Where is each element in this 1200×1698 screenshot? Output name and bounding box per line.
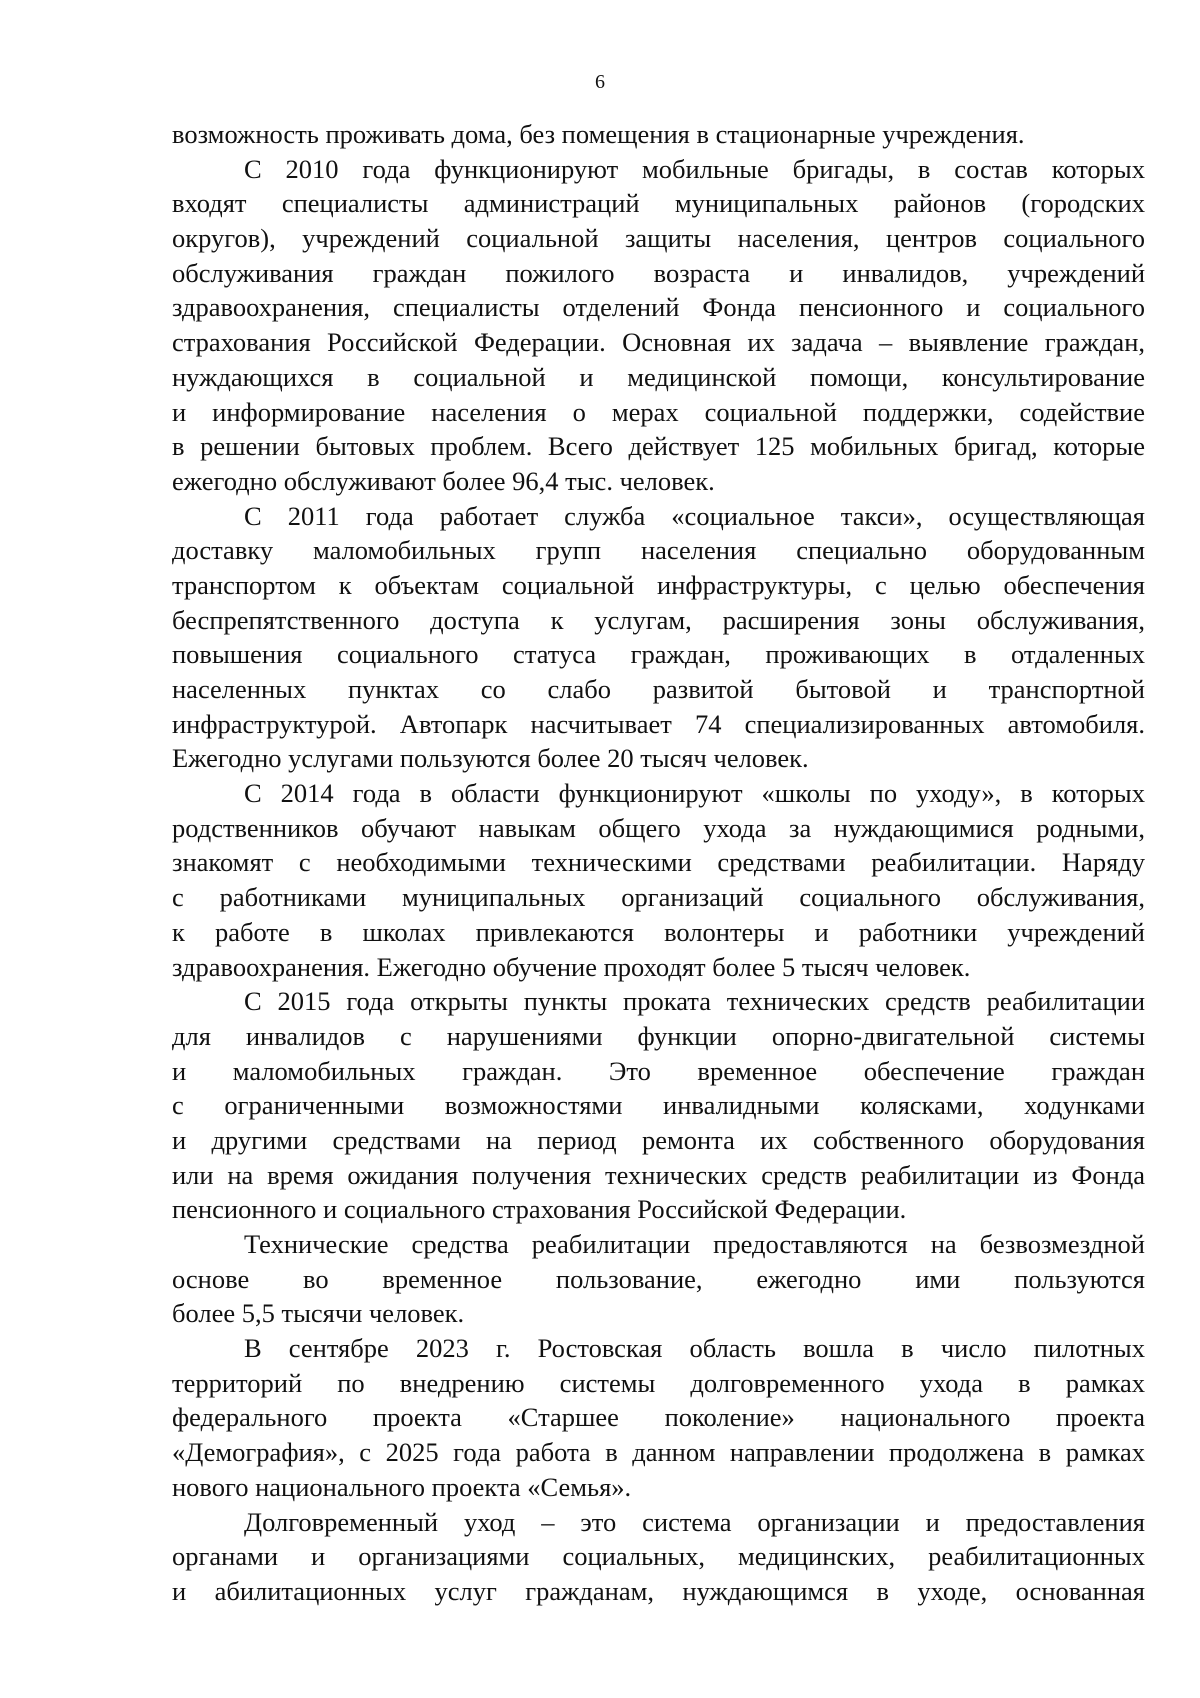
text-line: округов), учреждений социальной защиты населения, центров социального xyxy=(172,223,1145,254)
text-line: родственников обучают навыкам общего ухода за нуждающимися родными, xyxy=(172,812,1145,843)
text-line: инфраструктурой. Автопарк насчитывает 74 специализированных автомобиля. xyxy=(172,708,1145,739)
text-line: и маломобильных граждан. Это временное обеспечение граждан xyxy=(172,1055,1145,1086)
paragraph xyxy=(172,152,1145,499)
paragraph xyxy=(172,1331,1145,1504)
text-line: страхования Российской Федерации. Основная их задача – выявление граждан, xyxy=(172,327,1145,358)
text-line: С 2014 года в области функционируют «школы по уходу», в которых xyxy=(244,778,1145,809)
text-line: С 2011 года работает служба «социальное такси», осуществляющая xyxy=(244,500,1145,531)
text-line: территорий по внедрению системы долговременного ухода в рамках xyxy=(172,1367,1145,1398)
paragraph xyxy=(172,499,1145,777)
text-line: и абилитационных услуг гражданам, нуждающимся в уходе, основанная xyxy=(172,1575,1145,1606)
text-line: органами и организациями социальных, медицинских, реабилитационных xyxy=(172,1541,1145,1572)
text-line: знакомят с необходимыми техническими средствами реабилитации. Наряду xyxy=(172,847,1145,878)
document-body xyxy=(172,117,1145,1609)
text-line: Ежегодно услугами пользуются более 20 тысяч человек. xyxy=(172,743,809,774)
text-line: с работниками муниципальных организаций социального обслуживания, xyxy=(172,882,1145,913)
text-line: здравоохранения, специалисты отделений Фонда пенсионного и социального xyxy=(172,292,1145,323)
text-line: более 5,5 тысячи человек. xyxy=(172,1298,465,1329)
text-line: и информирование населения о мерах социальной поддержки, содействие xyxy=(172,396,1145,427)
text-line: основе во временное пользование, ежегодно ими пользуются xyxy=(172,1263,1145,1294)
text-line: беспрепятственного доступа к услугам, расширения зоны обслуживания, xyxy=(172,604,1145,635)
text-line: В сентябре 2023 г. Ростовская область вошла в число пилотных xyxy=(244,1333,1145,1364)
text-line: транспортом к объектам социальной инфраструктуры, с целью обеспечения xyxy=(172,569,1145,600)
text-line: входят специалисты администраций муниципальных районов (городских xyxy=(172,188,1145,219)
text-line: С 2015 года открыты пункты проката технических средств реабилитации xyxy=(244,986,1145,1017)
paragraph xyxy=(172,776,1145,984)
text-line: и другими средствами на период ремонта их собственного оборудования xyxy=(172,1124,1145,1155)
text-line: Долговременный уход – это система организации и предоставления xyxy=(244,1506,1145,1537)
text-line: в решении бытовых проблем. Всего действует 125 мобильных бригад, которые xyxy=(172,431,1145,462)
text-line: пенсионного и социального страхования Российской Федерации. xyxy=(172,1194,907,1225)
text-line: обслуживания граждан пожилого возраста и инвалидов, учреждений xyxy=(172,257,1145,288)
text-line: для инвалидов с нарушениями функции опорно-двигательной системы xyxy=(172,1020,1145,1051)
text-line: возможность проживать дома, без помещения в стационарные учреждения. xyxy=(172,119,1025,149)
text-line: ежегодно обслуживают более 96,4 тыс. человек. xyxy=(172,465,715,496)
text-line: федерального проекта «Старшее поколение» национального проекта xyxy=(172,1402,1145,1433)
text-line: Технические средства реабилитации предоставляются на безвозмездной xyxy=(244,1229,1145,1259)
paragraph xyxy=(172,117,1145,152)
text-line: С 2010 года функционируют мобильные бригады, в состав которых xyxy=(244,153,1145,184)
text-line: доставку маломобильных групп населения специально оборудованным xyxy=(172,535,1145,566)
text-line: или на время ожидания получения технических средств реабилитации из Фонда xyxy=(172,1159,1145,1190)
text-line: с ограниченными возможностями инвалидными колясками, ходунками xyxy=(172,1090,1145,1121)
text-line: нового национального проекта «Семья». xyxy=(172,1471,632,1502)
text-line: к работе в школах привлекаются волонтеры и работники учреждений xyxy=(172,916,1145,947)
paragraph xyxy=(172,1505,1145,1609)
text-line: «Демография», с 2025 года работа в данном направлении продолжена в рамках xyxy=(172,1437,1145,1468)
text-line: населенных пунктах со слабо развитой бытовой и транспортной xyxy=(172,674,1145,704)
paragraph xyxy=(172,984,1145,1227)
text-line: повышения социального статуса граждан, проживающих в отдаленных xyxy=(172,639,1145,670)
text-line: нуждающихся в социальной и медицинской помощи, консультирование xyxy=(172,361,1145,392)
page-number: 6 xyxy=(595,71,605,93)
paragraph xyxy=(172,1227,1145,1331)
text-line: здравоохранения. Ежегодно обучение проходят более 5 тысяч человек. xyxy=(172,951,971,982)
